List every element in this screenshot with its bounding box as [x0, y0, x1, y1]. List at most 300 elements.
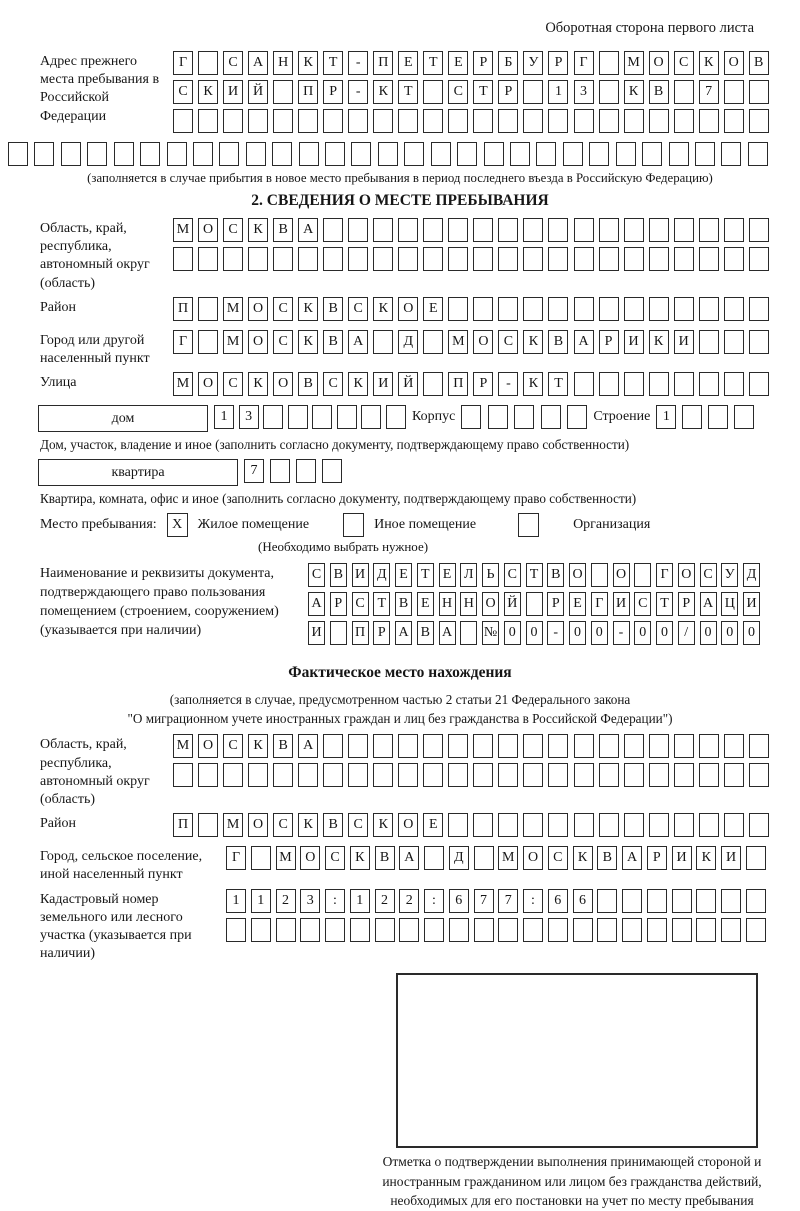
char-cell[interactable]	[523, 247, 543, 271]
char-cell[interactable]: В	[417, 621, 434, 645]
char-cell[interactable]	[251, 918, 271, 942]
char-cell[interactable]	[548, 734, 568, 758]
char-cell[interactable]: С	[348, 297, 368, 321]
char-cell[interactable]	[574, 218, 594, 242]
char-cell[interactable]: С	[700, 563, 717, 587]
char-cell[interactable]	[473, 763, 493, 787]
char-cell[interactable]: Д	[373, 563, 390, 587]
char-cell[interactable]	[599, 80, 619, 104]
fact-region-row-1[interactable]	[173, 734, 769, 758]
cadastre-row-1[interactable]	[226, 889, 766, 913]
char-cell[interactable]	[523, 297, 543, 321]
char-cell[interactable]: А	[574, 330, 594, 354]
char-cell[interactable]	[674, 734, 694, 758]
char-cell[interactable]	[375, 918, 395, 942]
char-cell[interactable]	[649, 109, 669, 133]
char-cell[interactable]	[270, 459, 290, 483]
char-cell[interactable]	[498, 763, 518, 787]
char-cell[interactable]: О	[482, 592, 499, 616]
char-cell[interactable]: В	[749, 51, 769, 75]
char-cell[interactable]	[473, 109, 493, 133]
char-cell[interactable]: 1	[656, 405, 676, 429]
char-cell[interactable]	[61, 142, 81, 166]
document-row-3[interactable]	[308, 621, 760, 645]
char-cell[interactable]: /	[678, 621, 695, 645]
char-cell[interactable]	[599, 813, 619, 837]
fact-city-row[interactable]	[226, 846, 766, 870]
char-cell[interactable]: Г	[656, 563, 673, 587]
char-cell[interactable]	[674, 218, 694, 242]
char-cell[interactable]: А	[348, 330, 368, 354]
char-cell[interactable]	[724, 109, 744, 133]
char-cell[interactable]	[223, 109, 243, 133]
district-row[interactable]	[173, 297, 769, 321]
char-cell[interactable]: С	[273, 330, 293, 354]
char-cell[interactable]	[721, 889, 741, 913]
char-cell[interactable]	[523, 109, 543, 133]
char-cell[interactable]	[597, 889, 617, 913]
char-cell[interactable]	[448, 109, 468, 133]
char-cell[interactable]: О	[613, 563, 630, 587]
char-cell[interactable]	[599, 763, 619, 787]
char-cell[interactable]: М	[173, 372, 193, 396]
char-cell[interactable]: 0	[656, 621, 673, 645]
char-cell[interactable]: О	[724, 51, 744, 75]
char-cell[interactable]: №	[482, 621, 499, 645]
char-cell[interactable]: С	[634, 592, 651, 616]
char-cell[interactable]	[749, 80, 769, 104]
char-cell[interactable]	[599, 109, 619, 133]
char-cell[interactable]: 1	[214, 405, 234, 429]
char-cell[interactable]: К	[298, 330, 318, 354]
char-cell[interactable]: П	[298, 80, 318, 104]
char-cell[interactable]	[574, 372, 594, 396]
char-cell[interactable]: С	[348, 813, 368, 837]
char-cell[interactable]	[460, 621, 477, 645]
char-cell[interactable]: Г	[574, 51, 594, 75]
char-cell[interactable]	[674, 813, 694, 837]
char-cell[interactable]	[548, 218, 568, 242]
char-cell[interactable]	[724, 247, 744, 271]
char-cell[interactable]	[473, 734, 493, 758]
char-cell[interactable]	[373, 330, 393, 354]
char-cell[interactable]: К	[523, 372, 543, 396]
char-cell[interactable]: И	[373, 372, 393, 396]
char-cell[interactable]: 0	[634, 621, 651, 645]
char-cell[interactable]: В	[323, 297, 343, 321]
char-cell[interactable]	[649, 372, 669, 396]
char-cell[interactable]	[323, 247, 343, 271]
char-cell[interactable]: А	[399, 846, 419, 870]
char-cell[interactable]	[622, 889, 642, 913]
char-cell[interactable]: Д	[743, 563, 760, 587]
char-cell[interactable]	[34, 142, 54, 166]
char-cell[interactable]	[649, 763, 669, 787]
char-cell[interactable]: :	[325, 889, 345, 913]
char-cell[interactable]: 2	[375, 889, 395, 913]
char-cell[interactable]	[223, 763, 243, 787]
char-cell[interactable]	[721, 142, 741, 166]
char-cell[interactable]: М	[173, 734, 193, 758]
char-cell[interactable]: К	[523, 330, 543, 354]
char-cell[interactable]: С	[308, 563, 325, 587]
char-cell[interactable]: 6	[573, 889, 593, 913]
char-cell[interactable]	[589, 142, 609, 166]
char-cell[interactable]: Г	[226, 846, 246, 870]
char-cell[interactable]	[423, 109, 443, 133]
char-cell[interactable]	[682, 405, 702, 429]
char-cell[interactable]	[696, 918, 716, 942]
char-cell[interactable]: И	[352, 563, 369, 587]
char-cell[interactable]	[398, 734, 418, 758]
char-cell[interactable]: М	[276, 846, 296, 870]
char-cell[interactable]	[699, 218, 719, 242]
char-cell[interactable]	[724, 80, 744, 104]
char-cell[interactable]	[574, 297, 594, 321]
char-cell[interactable]: Т	[323, 51, 343, 75]
char-cell[interactable]	[724, 372, 744, 396]
char-cell[interactable]: -	[348, 51, 368, 75]
char-cell[interactable]: А	[622, 846, 642, 870]
char-cell[interactable]: 3	[239, 405, 259, 429]
char-cell[interactable]	[299, 142, 319, 166]
char-cell[interactable]: К	[348, 372, 368, 396]
corpus-cells[interactable]	[461, 405, 587, 429]
char-cell[interactable]: С	[504, 563, 521, 587]
char-cell[interactable]	[423, 247, 443, 271]
char-cell[interactable]: Р	[678, 592, 695, 616]
char-cell[interactable]	[749, 372, 769, 396]
char-cell[interactable]: Т	[656, 592, 673, 616]
char-cell[interactable]	[498, 109, 518, 133]
char-cell[interactable]	[669, 142, 689, 166]
char-cell[interactable]: 7	[498, 889, 518, 913]
char-cell[interactable]	[484, 142, 504, 166]
char-cell[interactable]: А	[248, 51, 268, 75]
document-row-2[interactable]	[308, 592, 760, 616]
char-cell[interactable]	[273, 247, 293, 271]
char-cell[interactable]: В	[273, 734, 293, 758]
char-cell[interactable]	[361, 405, 381, 429]
char-cell[interactable]	[8, 142, 28, 166]
char-cell[interactable]: К	[373, 813, 393, 837]
char-cell[interactable]	[223, 247, 243, 271]
char-cell[interactable]: 0	[721, 621, 738, 645]
char-cell[interactable]: О	[198, 734, 218, 758]
char-cell[interactable]	[448, 763, 468, 787]
char-cell[interactable]: Д	[398, 330, 418, 354]
char-cell[interactable]: Р	[498, 80, 518, 104]
char-cell[interactable]	[622, 918, 642, 942]
char-cell[interactable]	[448, 813, 468, 837]
char-cell[interactable]	[173, 763, 193, 787]
char-cell[interactable]	[674, 109, 694, 133]
char-cell[interactable]: 0	[743, 621, 760, 645]
char-cell[interactable]	[273, 763, 293, 787]
char-cell[interactable]	[526, 592, 543, 616]
char-cell[interactable]	[198, 813, 218, 837]
char-cell[interactable]	[574, 763, 594, 787]
char-cell[interactable]: К	[298, 51, 318, 75]
char-cell[interactable]	[474, 918, 494, 942]
char-cell[interactable]	[699, 813, 719, 837]
char-cell[interactable]	[649, 734, 669, 758]
char-cell[interactable]	[173, 109, 193, 133]
char-cell[interactable]: И	[613, 592, 630, 616]
checkbox-organization[interactable]	[518, 513, 539, 537]
char-cell[interactable]	[599, 247, 619, 271]
char-cell[interactable]: Л	[460, 563, 477, 587]
char-cell[interactable]: П	[173, 297, 193, 321]
char-cell[interactable]	[674, 80, 694, 104]
char-cell[interactable]	[300, 918, 320, 942]
char-cell[interactable]	[424, 918, 444, 942]
char-cell[interactable]	[474, 846, 494, 870]
char-cell[interactable]: О	[523, 846, 543, 870]
char-cell[interactable]	[599, 734, 619, 758]
char-cell[interactable]: Е	[398, 51, 418, 75]
char-cell[interactable]	[423, 734, 443, 758]
char-cell[interactable]: Т	[473, 80, 493, 104]
char-cell[interactable]	[724, 218, 744, 242]
char-cell[interactable]	[523, 218, 543, 242]
char-cell[interactable]: 2	[399, 889, 419, 913]
char-cell[interactable]: -	[547, 621, 564, 645]
char-cell[interactable]	[574, 109, 594, 133]
char-cell[interactable]	[624, 813, 644, 837]
char-cell[interactable]: Н	[273, 51, 293, 75]
char-cell[interactable]: А	[298, 734, 318, 758]
document-row-1[interactable]	[308, 563, 760, 587]
char-cell[interactable]	[298, 763, 318, 787]
char-cell[interactable]: К	[248, 218, 268, 242]
char-cell[interactable]	[649, 218, 669, 242]
char-cell[interactable]	[399, 918, 419, 942]
char-cell[interactable]: Г	[591, 592, 608, 616]
char-cell[interactable]	[350, 918, 370, 942]
char-cell[interactable]	[749, 297, 769, 321]
char-cell[interactable]	[548, 297, 568, 321]
char-cell[interactable]	[348, 247, 368, 271]
char-cell[interactable]	[674, 763, 694, 787]
char-cell[interactable]	[699, 330, 719, 354]
char-cell[interactable]	[599, 297, 619, 321]
char-cell[interactable]	[325, 918, 345, 942]
char-cell[interactable]	[721, 918, 741, 942]
char-cell[interactable]: О	[248, 330, 268, 354]
char-cell[interactable]: С	[223, 372, 243, 396]
char-cell[interactable]: М	[498, 846, 518, 870]
city-row[interactable]	[173, 330, 769, 354]
char-cell[interactable]	[699, 247, 719, 271]
char-cell[interactable]: Е	[423, 297, 443, 321]
char-cell[interactable]	[288, 405, 308, 429]
char-cell[interactable]	[624, 109, 644, 133]
char-cell[interactable]	[548, 813, 568, 837]
char-cell[interactable]	[563, 142, 583, 166]
char-cell[interactable]: Т	[373, 592, 390, 616]
char-cell[interactable]: Е	[439, 563, 456, 587]
char-cell[interactable]	[699, 734, 719, 758]
char-cell[interactable]	[624, 218, 644, 242]
char-cell[interactable]: В	[597, 846, 617, 870]
char-cell[interactable]	[457, 142, 477, 166]
char-cell[interactable]: К	[373, 297, 393, 321]
char-cell[interactable]	[298, 247, 318, 271]
char-cell[interactable]	[708, 405, 728, 429]
char-cell[interactable]: 3	[574, 80, 594, 104]
char-cell[interactable]	[699, 372, 719, 396]
char-cell[interactable]: С	[323, 372, 343, 396]
char-cell[interactable]: 7	[699, 80, 719, 104]
char-cell[interactable]: 3	[300, 889, 320, 913]
char-cell[interactable]	[198, 109, 218, 133]
char-cell[interactable]: -	[498, 372, 518, 396]
char-cell[interactable]	[642, 142, 662, 166]
char-cell[interactable]	[548, 247, 568, 271]
char-cell[interactable]: Р	[373, 621, 390, 645]
char-cell[interactable]: М	[223, 813, 243, 837]
char-cell[interactable]	[624, 763, 644, 787]
char-cell[interactable]	[597, 918, 617, 942]
char-cell[interactable]: Т	[526, 563, 543, 587]
char-cell[interactable]: К	[298, 297, 318, 321]
char-cell[interactable]: Г	[173, 51, 193, 75]
char-cell[interactable]: К	[624, 80, 644, 104]
char-cell[interactable]	[404, 142, 424, 166]
char-cell[interactable]: С	[352, 592, 369, 616]
char-cell[interactable]	[624, 372, 644, 396]
char-cell[interactable]: Е	[423, 813, 443, 837]
char-cell[interactable]: 0	[504, 621, 521, 645]
char-cell[interactable]	[647, 889, 667, 913]
char-cell[interactable]	[386, 405, 406, 429]
char-cell[interactable]	[296, 459, 316, 483]
char-cell[interactable]	[198, 297, 218, 321]
char-cell[interactable]: С	[498, 330, 518, 354]
char-cell[interactable]	[674, 297, 694, 321]
char-cell[interactable]: :	[523, 889, 543, 913]
char-cell[interactable]: А	[439, 621, 456, 645]
char-cell[interactable]: 1	[548, 80, 568, 104]
char-cell[interactable]	[567, 405, 587, 429]
char-cell[interactable]	[523, 763, 543, 787]
char-cell[interactable]	[699, 297, 719, 321]
char-cell[interactable]	[616, 142, 636, 166]
char-cell[interactable]: К	[350, 846, 370, 870]
char-cell[interactable]	[276, 918, 296, 942]
char-cell[interactable]: О	[398, 297, 418, 321]
char-cell[interactable]	[749, 218, 769, 242]
char-cell[interactable]	[514, 405, 534, 429]
char-cell[interactable]: М	[223, 330, 243, 354]
char-cell[interactable]: Й	[248, 80, 268, 104]
region-row-1[interactable]	[173, 218, 769, 242]
char-cell[interactable]: В	[649, 80, 669, 104]
char-cell[interactable]: Е	[448, 51, 468, 75]
checkbox-residential[interactable]: X	[167, 513, 188, 537]
char-cell[interactable]: О	[300, 846, 320, 870]
char-cell[interactable]: Е	[569, 592, 586, 616]
char-cell[interactable]	[251, 846, 271, 870]
char-cell[interactable]: П	[173, 813, 193, 837]
char-cell[interactable]	[351, 142, 371, 166]
char-cell[interactable]: К	[248, 734, 268, 758]
char-cell[interactable]: 6	[449, 889, 469, 913]
char-cell[interactable]	[473, 813, 493, 837]
char-cell[interactable]	[749, 763, 769, 787]
char-cell[interactable]	[599, 218, 619, 242]
char-cell[interactable]	[749, 734, 769, 758]
char-cell[interactable]	[548, 918, 568, 942]
char-cell[interactable]	[488, 405, 508, 429]
char-cell[interactable]: С	[273, 813, 293, 837]
fact-district-row[interactable]	[173, 813, 769, 837]
char-cell[interactable]: О	[198, 372, 218, 396]
char-cell[interactable]: Р	[473, 372, 493, 396]
char-cell[interactable]: А	[700, 592, 717, 616]
char-cell[interactable]	[173, 247, 193, 271]
char-cell[interactable]	[423, 80, 443, 104]
char-cell[interactable]	[373, 734, 393, 758]
char-cell[interactable]	[724, 297, 744, 321]
char-cell[interactable]: 7	[244, 459, 264, 483]
char-cell[interactable]: С	[674, 51, 694, 75]
char-cell[interactable]	[423, 218, 443, 242]
char-cell[interactable]	[140, 142, 160, 166]
char-cell[interactable]: Р	[323, 80, 343, 104]
char-cell[interactable]: В	[547, 563, 564, 587]
char-cell[interactable]	[548, 763, 568, 787]
char-cell[interactable]	[510, 142, 530, 166]
char-cell[interactable]: И	[672, 846, 692, 870]
char-cell[interactable]: В	[298, 372, 318, 396]
char-cell[interactable]: И	[721, 846, 741, 870]
char-cell[interactable]	[114, 142, 134, 166]
char-cell[interactable]: С	[273, 297, 293, 321]
char-cell[interactable]: П	[352, 621, 369, 645]
char-cell[interactable]: Н	[439, 592, 456, 616]
char-cell[interactable]	[574, 734, 594, 758]
char-cell[interactable]	[461, 405, 481, 429]
char-cell[interactable]: Р	[330, 592, 347, 616]
char-cell[interactable]	[348, 218, 368, 242]
char-cell[interactable]: Т	[423, 51, 443, 75]
house-number-cells[interactable]	[214, 405, 406, 429]
char-cell[interactable]	[724, 734, 744, 758]
char-cell[interactable]	[198, 763, 218, 787]
char-cell[interactable]: :	[424, 889, 444, 913]
char-cell[interactable]	[373, 109, 393, 133]
char-cell[interactable]: К	[696, 846, 716, 870]
char-cell[interactable]	[373, 218, 393, 242]
char-cell[interactable]: Р	[599, 330, 619, 354]
char-cell[interactable]	[330, 621, 347, 645]
char-cell[interactable]: Б	[498, 51, 518, 75]
char-cell[interactable]	[599, 372, 619, 396]
char-cell[interactable]: Р	[647, 846, 667, 870]
char-cell[interactable]: Й	[398, 372, 418, 396]
char-cell[interactable]: Д	[449, 846, 469, 870]
char-cell[interactable]: К	[373, 80, 393, 104]
char-cell[interactable]	[198, 51, 218, 75]
char-cell[interactable]	[674, 247, 694, 271]
char-cell[interactable]	[423, 372, 443, 396]
char-cell[interactable]	[523, 813, 543, 837]
char-cell[interactable]: -	[348, 80, 368, 104]
char-cell[interactable]: 1	[226, 889, 246, 913]
char-cell[interactable]	[473, 218, 493, 242]
